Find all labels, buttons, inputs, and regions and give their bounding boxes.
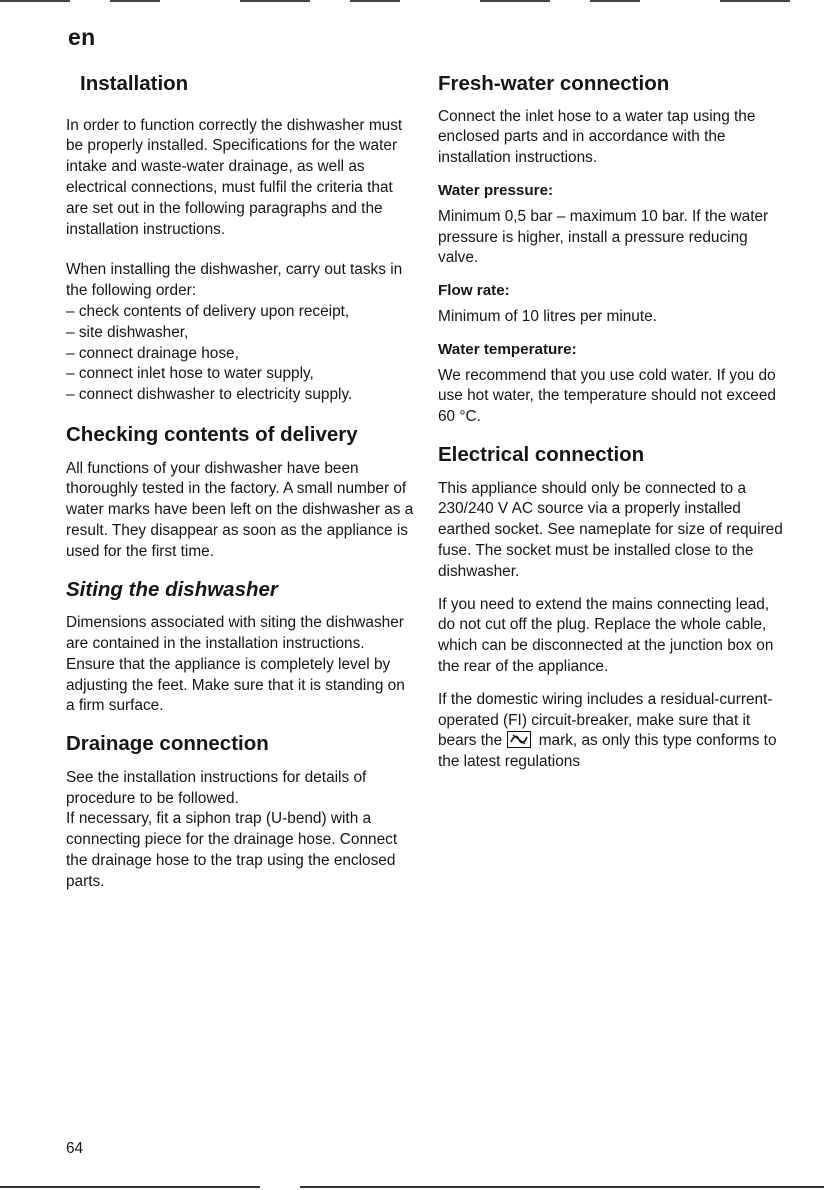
water-temperature-label: Water temperature:	[438, 340, 577, 358]
electrical-heading: Electrical connection	[438, 442, 645, 466]
installation-step: – site dishwasher,	[66, 323, 189, 341]
checking-contents-section	[66, 423, 416, 563]
installation-step: – connect dishwasher to electricity supply.	[66, 386, 353, 404]
flow-rate-label: Flow rate:	[438, 282, 510, 300]
flow-rate-text: Minimum of 10 litres per minute.	[438, 307, 657, 325]
water-pressure-text: Minimum 0,5 bar – maximum 10 bar. If the water pressure is higher, install a pressure reducing valve.	[438, 207, 769, 267]
installation-step: – connect drainage hose,	[66, 344, 239, 362]
fresh-water-heading: Fresh-water connection	[438, 72, 670, 95]
fi-breaker-symbol-icon	[507, 731, 531, 748]
electrical-text: This appliance should only be connected to a 230/240 V AC source via a properly installed earthed socket. See nameplate for size of required fuse. The socket must be installed close to the dishwasher.	[438, 479, 783, 580]
electrical-text: If you need to extend the mains connecting lead, do not cut off the plug. Replace the whole cable, which can be disconnected at the junction box on the rear of the appliance.	[438, 595, 774, 675]
page-number: 64	[66, 1140, 84, 1157]
electrical-section	[438, 443, 783, 773]
installation-order-lead: When installing the dishwasher, carry out tasks in the following order:	[66, 261, 403, 300]
siting-heading: Siting the dishwasher	[66, 577, 278, 601]
right-column	[438, 70, 783, 773]
installation-heading: Installation	[80, 72, 189, 95]
fresh-water-intro: Connect the inlet hose to a water tap using the enclosed parts and in accordance with the installation instructions.	[438, 107, 756, 167]
checking-contents-heading: Checking contents of delivery	[66, 422, 358, 446]
checking-contents-text: All functions of your dishwasher have been thoroughly tested in the factory. A small number of water marks have been left on the dishwasher as a result. They disappear as soon as the appliance is used for the first time.	[66, 459, 414, 560]
installation-steps-list	[66, 302, 416, 406]
left-column	[66, 70, 416, 892]
installation-step: – connect inlet hose to water supply,	[66, 365, 314, 383]
installation-intro: In order to function correctly the dishwasher must be properly installed. Specifications for the water intake and waste-water drainage, as well as electrical connections, must fulfil the criteria that are set out in the following paragraphs and the installation instructions.	[66, 116, 403, 238]
rcd-text-before: If the domestic wiring includes a residual-current-operated (FI) circuit-breaker, make sure that it bears the	[438, 690, 773, 750]
rcd-requirement-text	[438, 690, 783, 773]
scan-top-edge	[0, 0, 824, 2]
siting-section	[66, 578, 416, 718]
drainage-text: See the installation instructions for details of procedure to be followed.	[66, 768, 367, 807]
drainage-heading: Drainage connection	[66, 732, 269, 756]
drainage-section	[66, 732, 416, 892]
installation-section	[66, 72, 416, 406]
drainage-text: If necessary, fit a siphon trap (U-bend) with a connecting piece for the drainage hose. Connect the drainage hose to the trap using the enclosed parts.	[66, 810, 398, 890]
scan-bottom-edge	[0, 1186, 824, 1188]
water-pressure-label: Water pressure:	[438, 181, 554, 199]
rcd-text-after: mark, as only this type conforms to the latest regulations	[438, 732, 777, 771]
language-code: en	[68, 24, 96, 50]
water-temperature-text: We recommend that you use cold water. If you do use hot water, the temperature should not exceed 60 °C.	[438, 366, 776, 426]
fresh-water-section	[438, 72, 783, 428]
installation-step: – check contents of delivery upon receipt,	[66, 302, 350, 320]
siting-text: Dimensions associated with siting the dishwasher are contained in the installation instructions. Ensure that the appliance is completely level by adjusting the feet. Make sure that it is standing on a firm surface.	[66, 614, 405, 715]
